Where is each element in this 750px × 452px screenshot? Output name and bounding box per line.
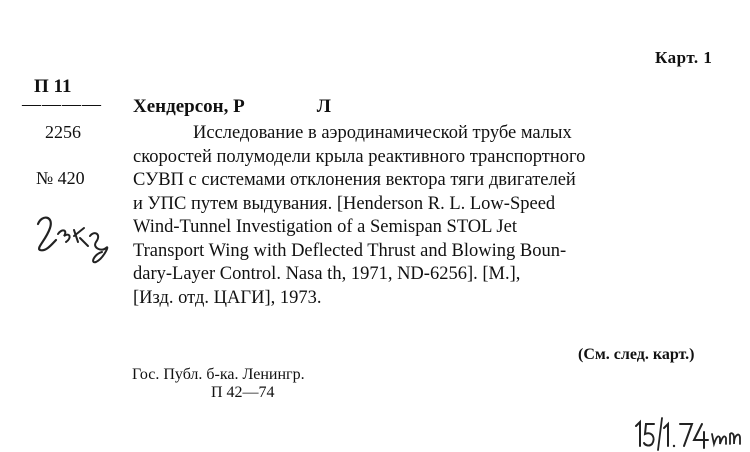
description-line: и УПС путем выдувания. [Henderson R. L. Low-Speed — [133, 193, 556, 214]
separator-dash: ———— — [22, 94, 102, 115]
description-line: СУВП с системами отклонения вектора тяги двигателей — [133, 170, 576, 190]
author-initial: Л — [316, 96, 331, 117]
handwritten-note — [30, 208, 130, 268]
description-line: Исследование в аэродинамической трубе малых — [193, 123, 572, 143]
description-line: [Изд. отд. ЦАГИ], 1973. — [133, 287, 322, 308]
description-line: dary-Layer Control. Nasa th, 1971, ND-6256]. [M.], — [133, 264, 521, 284]
shelf-mark: П 11 — [34, 76, 72, 97]
author-name: Хендерсон, Р — [133, 96, 245, 117]
order-number: П 42—74 — [211, 384, 275, 401]
description-line: Wind-Tunnel Investigation of a Semispan STOL Jet — [133, 217, 517, 237]
description-line: скоростей полумодели крыла реактивного транспортного — [133, 146, 586, 167]
call-number: 2256 — [45, 122, 81, 142]
description-block — [133, 122, 723, 310]
description-line: Transport Wing with Deflected Thrust and Blowing Boun- — [133, 240, 567, 261]
library-name: Гос. Публ. б-ка. Ленингр. — [132, 366, 305, 383]
card-number: Карт. 1 — [655, 48, 713, 67]
item-number: № 420 — [36, 168, 85, 188]
author-heading — [133, 96, 331, 118]
accession-handwritten — [632, 412, 747, 452]
see-next-card: (См. след. карт.) — [578, 346, 695, 363]
